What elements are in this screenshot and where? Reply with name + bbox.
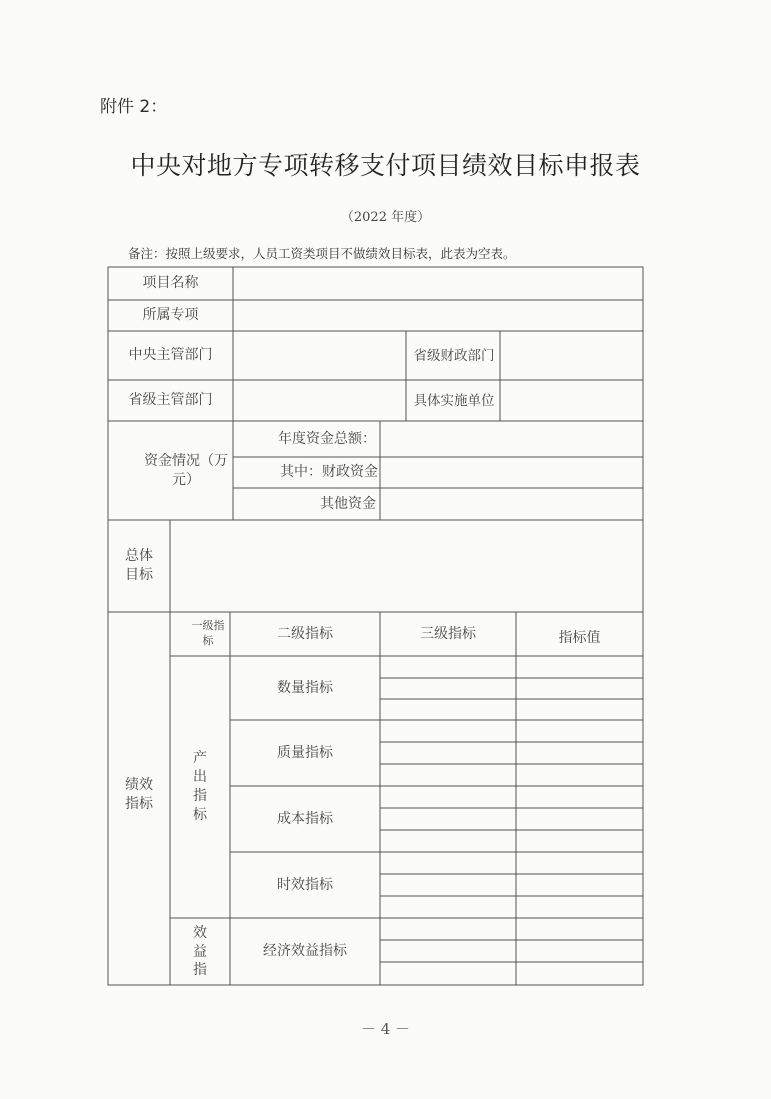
annual-total-label: 年度资金总额： [278,430,376,447]
year-label: （2022 年度） [340,210,431,225]
special-item-label: 所属专项 [142,307,199,324]
level1-header: 一级指标 [191,619,225,647]
project-name-label: 项目名称 [142,275,199,292]
provincial-finance-dept-label: 省级财政部门 [413,347,495,364]
benefit-indicator-label: 效益指 [193,924,207,979]
page-number: － 4 － [360,1020,411,1038]
level3-header: 三级指标 [420,625,476,642]
economic-benefit-label: 经济效益指标 [263,943,347,960]
funds-label: 资金情况（万元） [144,453,228,488]
output-indicator-label: 产出指标 [193,750,207,823]
central-dept-label: 中央主管部门 [128,347,213,364]
implementing-unit-label: 具体实施单位 [413,392,495,409]
finance-funds-label: 其中：财政资金 [280,464,378,481]
timeliness-indicator-label: 时效指标 [277,876,333,893]
indicator-value-header: 指标值 [558,629,601,646]
remark-note: 备注：按照上级要求，人员工资类项目不做绩效目标表，此表为空表。 [128,246,516,261]
provincial-dept-label: 省级主管部门 [128,392,213,409]
other-funds-label: 其他资金 [320,495,376,512]
cost-indicator-label: 成本指标 [277,810,333,827]
attachment-label: 附件 2： [100,97,168,117]
performance-indicators-label: 绩效指标 [125,777,153,812]
quality-indicator-label: 质量指标 [277,744,333,761]
level2-header: 二级指标 [277,625,333,642]
overall-goal-label: 总体目标 [125,548,153,583]
document-title: 中央对地方专项转移支付项目绩效目标申报表 [130,151,641,180]
quantity-indicator-label: 数量指标 [277,679,333,696]
